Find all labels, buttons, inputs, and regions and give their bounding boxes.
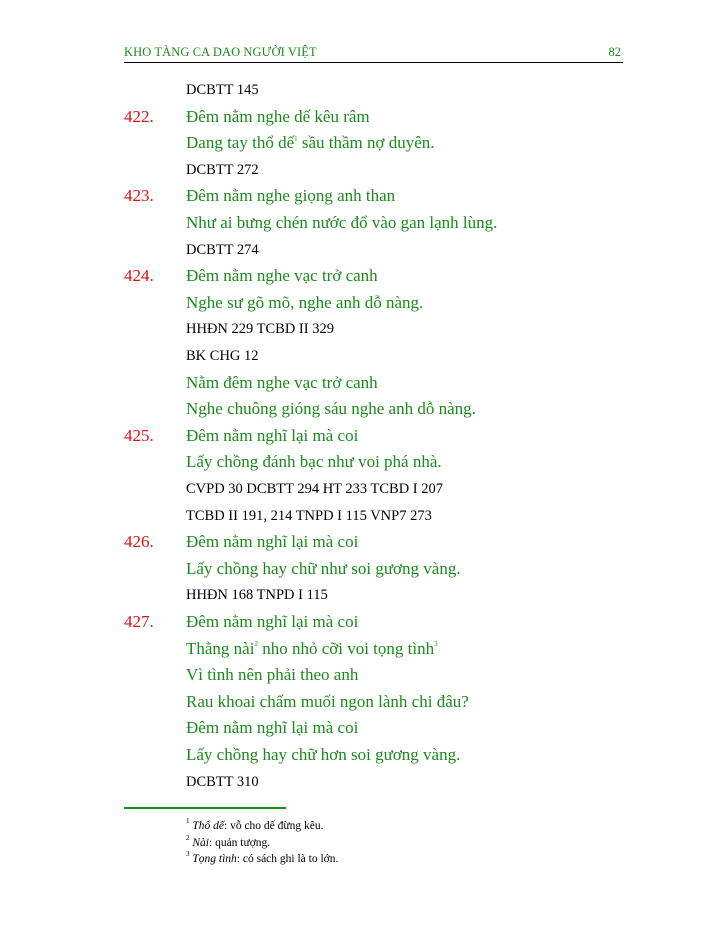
page-number: 82	[608, 45, 621, 59]
line-text: Nằm đêm nghe vạc trở canh	[186, 372, 378, 392]
verse-line	[186, 612, 358, 632]
line-text: CVPD 30 DCBTT 294 HT 233 TCBD I 207	[186, 481, 443, 497]
footnote-mark: 2	[254, 639, 258, 648]
line-text: Đêm nằm nghĩ lại mà coi	[186, 532, 359, 552]
line-text: DCBTT 272	[186, 161, 259, 178]
verse-line	[186, 745, 460, 765]
verse-number: 425.	[124, 425, 154, 445]
verse-line	[186, 293, 423, 313]
footnote-number: 2	[186, 833, 190, 842]
book-title: KHO TÀNG CA DAO NGƯỜI VIỆT	[124, 45, 317, 59]
line-text: Rau khoai chấm muối ngon lành chi đâu?	[186, 691, 469, 711]
source-reference	[186, 774, 259, 791]
verse-number: 422.	[124, 106, 154, 126]
footnote-term: Tọng tình	[192, 853, 237, 865]
line-text: HHĐN 229 TCBD II 329	[186, 321, 334, 338]
verse-line	[186, 213, 497, 233]
verse-number: 427.	[124, 612, 154, 631]
verse-line	[186, 186, 395, 206]
footnote-number: 1	[186, 817, 190, 826]
verse-line	[186, 399, 476, 419]
source-reference	[186, 321, 334, 338]
footnote-mark: 3	[434, 639, 438, 648]
footnote	[186, 817, 324, 832]
line-text: Đêm nằm nghe giọng anh than	[186, 186, 396, 206]
footnote-mark: 1	[294, 134, 298, 143]
line-text: DCBTT 310	[186, 773, 259, 790]
line-text: Đêm nằm nghĩ lại mà coi	[186, 612, 359, 631]
line-text: Nghe chuông gióng sáu nghe anh dỗ nàng.	[186, 399, 476, 419]
source-reference	[186, 162, 259, 179]
line-text: DCBTT 145	[186, 82, 259, 98]
footnote-divider	[124, 807, 286, 809]
line-text-continued: sầu thầm nợ duyên.	[297, 133, 435, 153]
verse-number: 424.	[124, 266, 154, 286]
line-text: Dang tay thổ dế	[186, 133, 295, 153]
source-reference	[186, 508, 432, 525]
verse-line	[186, 665, 358, 685]
verse-line	[186, 266, 378, 286]
line-text: Lấy chồng hay chữ hơn soi gương vàng.	[186, 745, 461, 764]
footnote	[186, 833, 271, 849]
line-text: HHĐN 168 TNPD I 115	[186, 587, 328, 604]
line-text: Như ai bưng chén nước đổ vào gan lạnh lùng.	[186, 213, 498, 232]
line-text: Lấy chồng hay chữ như soi gương vàng.	[186, 558, 461, 578]
line-text: Đêm nằm nghĩ lại mà coi	[186, 718, 359, 738]
line-text: Lấy chồng đánh bạc như voi phá nhà.	[186, 452, 442, 472]
source-reference	[186, 242, 259, 259]
verse-line	[186, 452, 442, 472]
footnote-term: Nài	[192, 836, 209, 849]
verse-number: 426.	[124, 532, 154, 552]
source-reference	[186, 481, 443, 498]
source-reference	[186, 82, 259, 99]
verse-number: 423.	[124, 186, 154, 206]
footnote-text: : quản tượng.	[209, 836, 271, 849]
footnote	[186, 850, 339, 865]
verse-line	[186, 639, 438, 659]
footnote-term: Thổ dế	[192, 820, 224, 832]
source-reference	[186, 348, 259, 365]
verse-line	[186, 133, 435, 153]
line-text-continued: nho nhỏ cỡi voi tọng tình	[257, 638, 435, 658]
verse-line	[186, 718, 358, 738]
footnote-text: : vỗ cho dế đừng kêu.	[224, 820, 324, 832]
footnote-number: 3	[186, 850, 190, 859]
verse-line	[186, 426, 358, 446]
line-text: Nghe sư gõ mõ, nghe anh dỗ nàng.	[186, 292, 424, 312]
line-text: Vì tình nên phải theo anh	[186, 665, 359, 685]
line-text: DCBTT 274	[186, 241, 259, 258]
line-text: Đêm nằm nghe vạc trở canh	[186, 266, 378, 286]
source-reference	[186, 587, 328, 604]
verse-line	[186, 373, 378, 393]
verse-line	[186, 532, 358, 552]
line-text: Đêm nằm nghĩ lại mà coi	[186, 425, 359, 445]
line-text: TCBD II 191, 214 TNPD I 115 VNP7 273	[186, 507, 432, 524]
verse-line	[186, 692, 469, 712]
verse-line	[186, 559, 461, 579]
line-text: Đêm nằm nghe dế kêu râm	[186, 106, 370, 126]
line-text: Thằng nài	[186, 638, 255, 658]
verse-line	[186, 107, 370, 127]
footnote-text: : có sách ghi là to lớn.	[236, 853, 339, 865]
page-header	[124, 44, 623, 63]
line-text: BK CHG 12	[186, 348, 259, 364]
